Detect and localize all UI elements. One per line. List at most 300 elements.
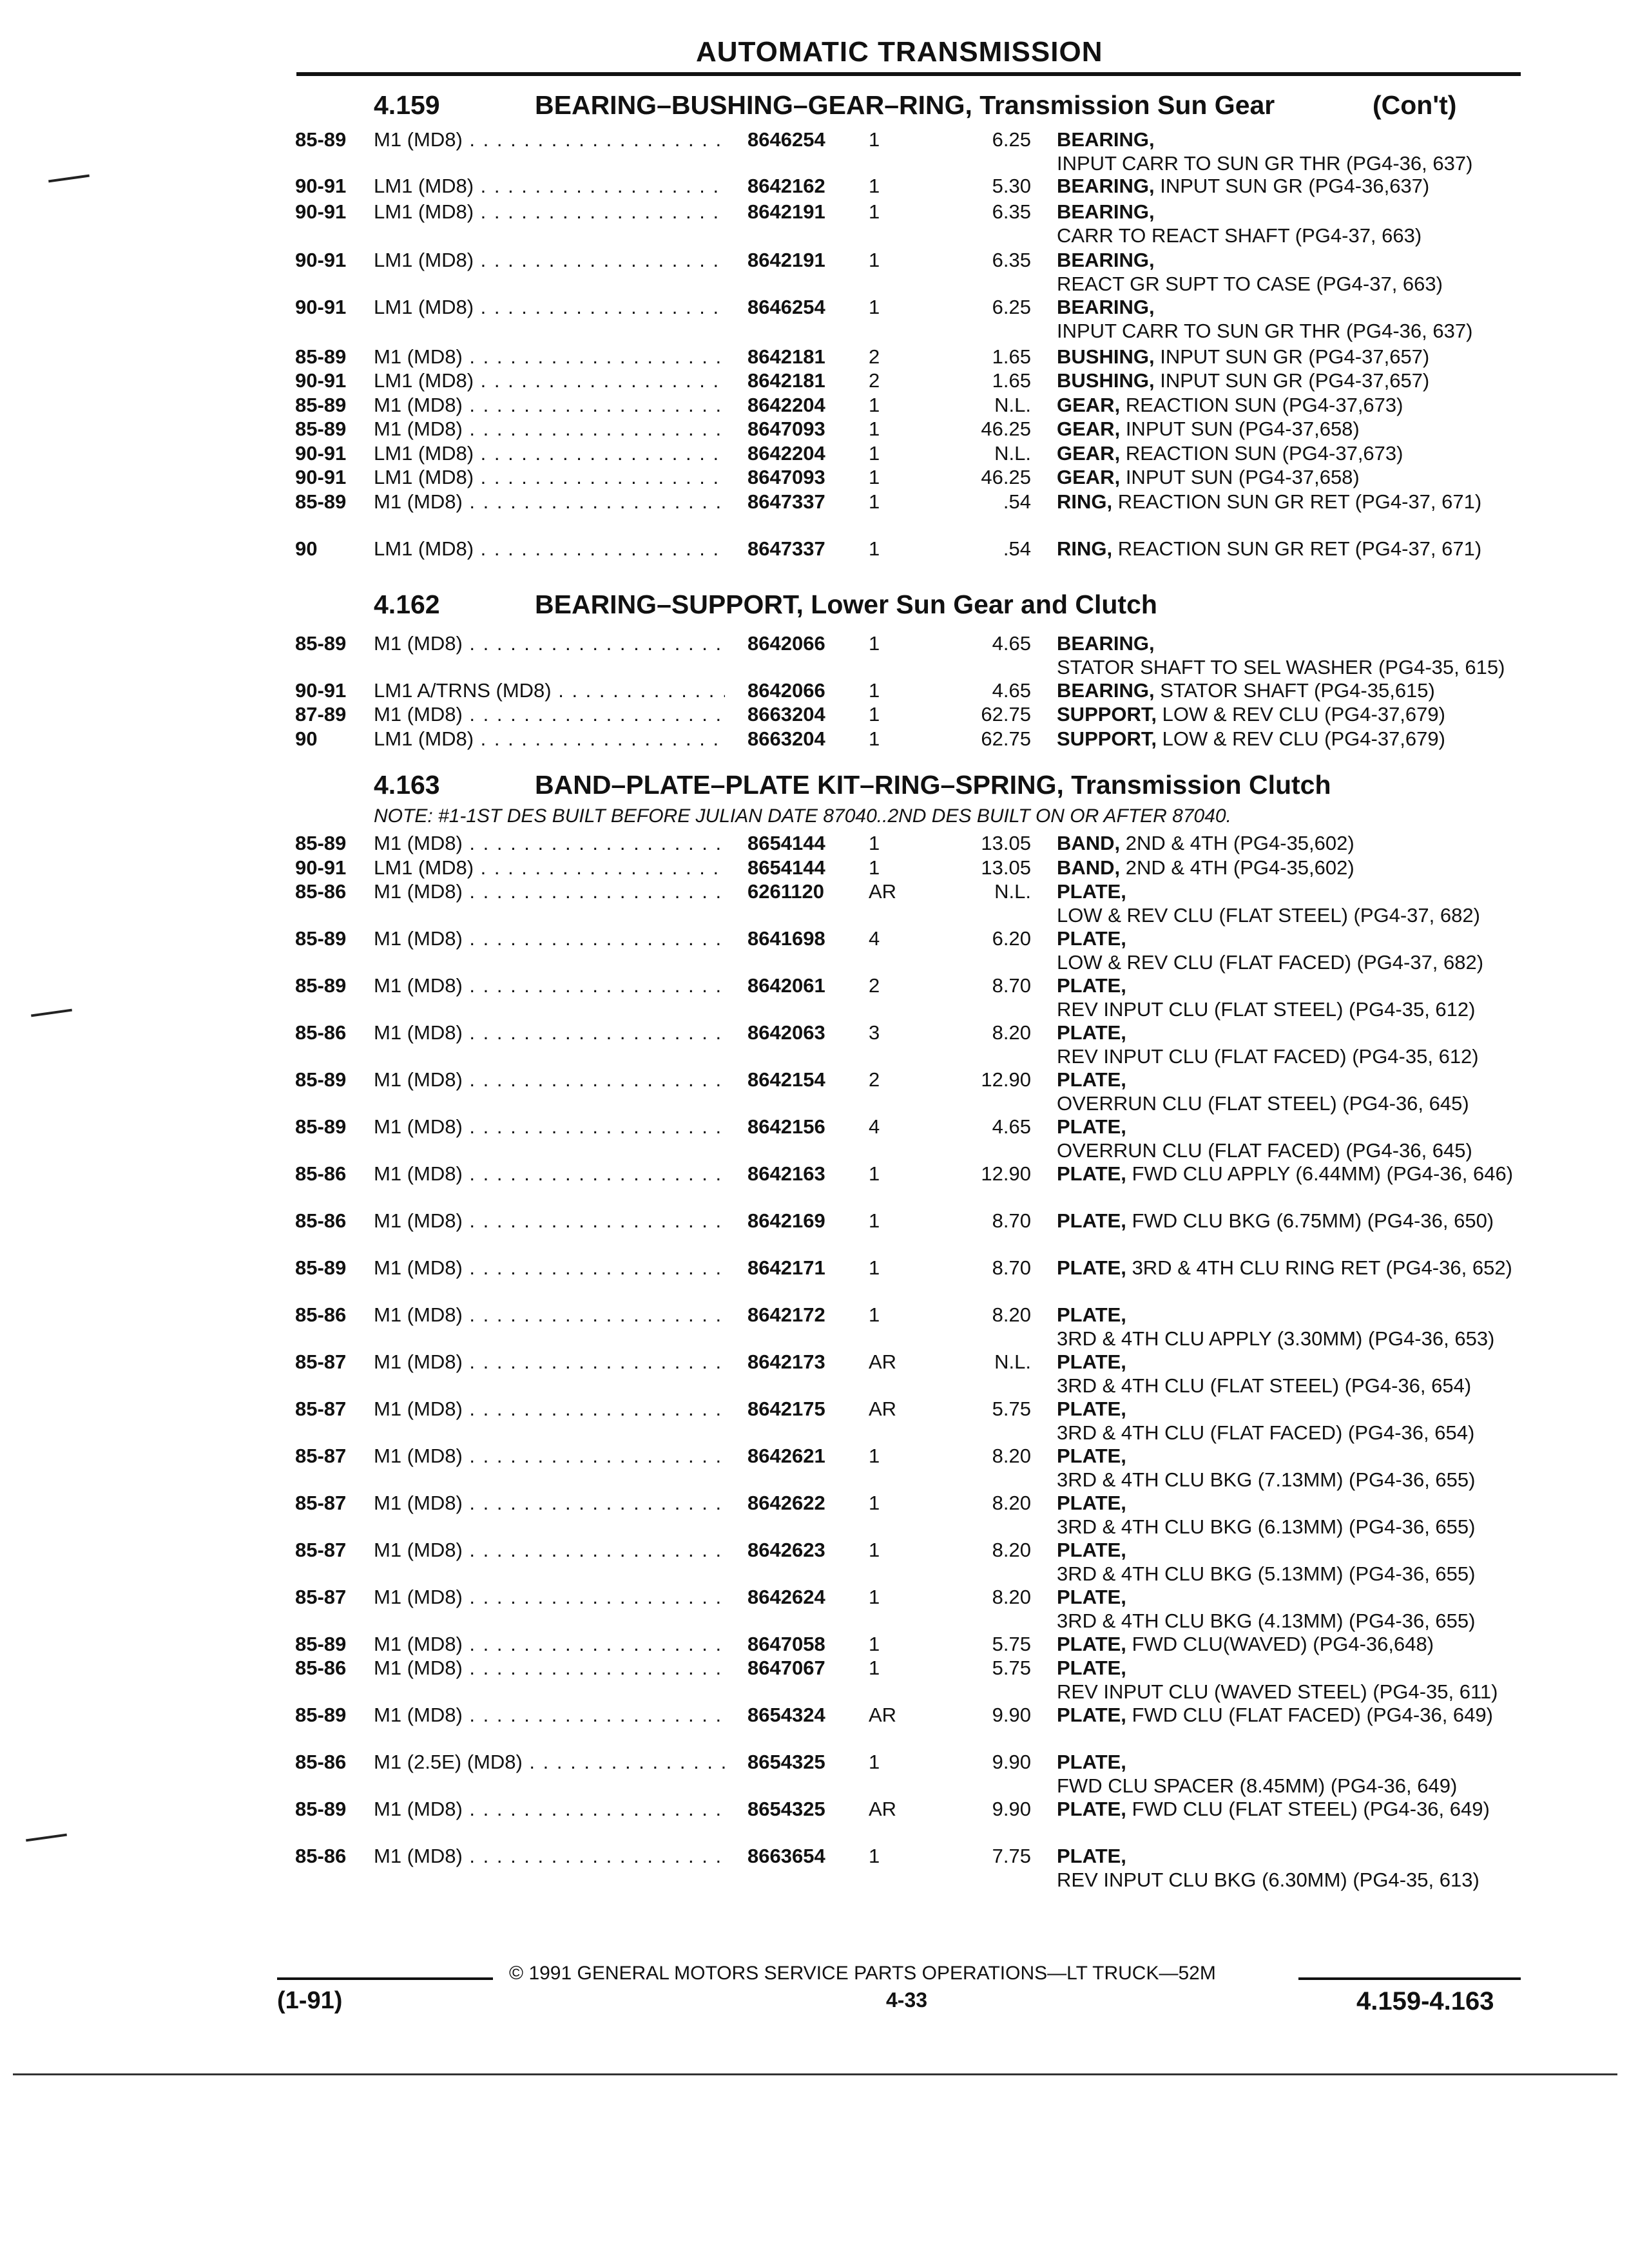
model-years: 85-89 (295, 1115, 347, 1138)
part-number: 8642175 (747, 1398, 825, 1420)
price: 6.20 (992, 927, 1031, 950)
part-number: 8642169 (747, 1209, 825, 1232)
price: 5.75 (992, 1657, 1031, 1679)
section-heading (374, 770, 1534, 805)
part-number: 8641698 (747, 927, 825, 950)
price: 5.30 (992, 175, 1031, 197)
quantity: AR (869, 1704, 897, 1726)
part-keyword: PLATE, (1057, 1845, 1126, 1867)
model-code: M1 (MD8) . . . (374, 1538, 725, 1562)
part-keyword: PLATE, (1057, 880, 1126, 903)
part-description-text: 3RD & 4TH CLU BKG (7.13MM) (PG4-36, 655) (1057, 1468, 1476, 1491)
model-years: 85-87 (295, 1586, 347, 1608)
part-number: 8642154 (747, 1068, 825, 1091)
model-years: 85-89 (295, 1798, 347, 1820)
part-keyword: GEAR, (1057, 442, 1121, 465)
model-code: M1 (MD8) . . . (374, 1656, 725, 1680)
section-number: 4.159 (374, 90, 440, 120)
part-number: 8654144 (747, 832, 825, 854)
page-header-title: AUTOMATIC TRANSMISSION (696, 36, 1103, 68)
model-years: 85-89 (295, 832, 347, 854)
part-number: 6261120 (747, 880, 824, 903)
quantity: 1 (869, 1209, 880, 1232)
part-number: 8654325 (747, 1751, 825, 1773)
price: 8.70 (992, 1256, 1031, 1279)
part-keyword: BAND, (1057, 832, 1121, 854)
price: 5.75 (992, 1633, 1031, 1655)
part-number: 8646254 (747, 128, 825, 151)
part-description-text: INPUT SUN (PG4-37,658) (1125, 466, 1360, 488)
part-number: 8654324 (747, 1704, 825, 1726)
part-description-text: 3RD & 4TH CLU BKG (5.13MM) (PG4-36, 655) (1057, 1562, 1476, 1585)
model-years: 85-87 (295, 1492, 347, 1514)
part-number: 8642621 (747, 1445, 825, 1467)
part-description-text: FWD CLU SPACER (8.45MM) (PG4-36, 649) (1057, 1774, 1458, 1797)
model-years: 90-91 (295, 296, 347, 318)
model-years: 85-87 (295, 1398, 347, 1420)
model-code: M1 (MD8) . . . (374, 1585, 725, 1609)
model-code: LM1 (MD8) . . . (374, 856, 725, 879)
part-number: 8663204 (747, 703, 825, 726)
margin-punch-mark (48, 175, 90, 183)
price: 5.75 (992, 1398, 1031, 1420)
section-title: BEARING–BUSHING–GEAR–RING, Transmission Sun Gear (535, 90, 1275, 120)
price: 8.20 (992, 1539, 1031, 1561)
model-code: M1 (2.5E) (MD8) . . . (374, 1750, 725, 1774)
part-description (1057, 369, 1521, 392)
quantity: AR (869, 880, 897, 903)
part-keyword: BEARING, (1057, 632, 1155, 655)
quantity: 1 (869, 1845, 880, 1867)
part-keyword: GEAR, (1057, 418, 1121, 440)
quantity: 2 (869, 1068, 880, 1091)
price: 8.20 (992, 1492, 1031, 1514)
part-keyword: BAND, (1057, 856, 1121, 879)
margin-punch-mark (31, 1009, 72, 1017)
part-description (1057, 393, 1521, 417)
model-code: M1 (MD8) . . . (374, 631, 725, 655)
model-code: M1 (MD8) . . . (374, 1303, 725, 1327)
price: N.L. (994, 1350, 1031, 1373)
model-years: 85-89 (295, 927, 347, 950)
quantity: 1 (869, 1751, 880, 1773)
part-description (1057, 345, 1521, 369)
part-keyword: BUSHING, (1057, 369, 1155, 392)
part-description (1057, 927, 1521, 974)
quantity: 1 (869, 727, 880, 750)
part-keyword: PLATE, (1057, 927, 1126, 950)
model-code: M1 (MD8) . . . (374, 974, 725, 997)
model-code: LM1 (MD8) . . . (374, 200, 725, 224)
quantity: 1 (869, 679, 880, 702)
model-years: 85-86 (295, 1021, 347, 1044)
price: 62.75 (981, 703, 1031, 726)
part-number: 8642622 (747, 1492, 825, 1514)
part-number: 8642063 (747, 1021, 825, 1044)
price: 8.70 (992, 1209, 1031, 1232)
part-description-text: LOW & REV CLU (FLAT STEEL) (PG4-37, 682) (1057, 904, 1480, 927)
model-years: 85-87 (295, 1445, 347, 1467)
part-number: 8646254 (747, 296, 825, 318)
part-number: 8642181 (747, 345, 825, 368)
quantity: AR (869, 1398, 897, 1420)
part-keyword: PLATE, (1057, 1303, 1126, 1326)
model-code: M1 (MD8) . . . (374, 1350, 725, 1374)
footer-copyright: © 1991 GENERAL MOTORS SERVICE PARTS OPERATIONS—LT TRUCK—52M (509, 1963, 1216, 1984)
price: N.L. (994, 442, 1031, 465)
model-code: M1 (MD8) . . . (374, 879, 725, 903)
part-keyword: PLATE, (1057, 1704, 1126, 1726)
model-code: M1 (MD8) . . . (374, 831, 725, 855)
model-code: LM1 A/TRNS (MD8) . . . (374, 678, 725, 702)
part-number: 8647337 (747, 537, 825, 560)
part-number: 8663204 (747, 727, 825, 750)
footer-page-number: 4-33 (886, 1988, 928, 2012)
price: 4.65 (992, 632, 1031, 655)
part-keyword: PLATE, (1057, 1798, 1126, 1820)
quantity: 1 (869, 1657, 880, 1679)
model-years: 85-89 (295, 128, 347, 151)
margin-punch-mark (26, 1834, 67, 1842)
part-description (1057, 1632, 1521, 1656)
quantity: 1 (869, 128, 880, 151)
part-description-text: 3RD & 4TH CLU (FLAT STEEL) (PG4-36, 654) (1057, 1374, 1472, 1397)
part-description (1057, 727, 1521, 751)
model-code: LM1 (MD8) . . . (374, 727, 725, 751)
page-bottom-rule (13, 2073, 1617, 2075)
price: 1.65 (992, 345, 1031, 368)
model-years: 85-89 (295, 345, 347, 368)
part-description-text: 3RD & 4TH CLU BKG (4.13MM) (PG4-36, 655) (1057, 1610, 1476, 1632)
part-keyword: RING, (1057, 537, 1113, 560)
part-description-text: REACTION SUN GR RET (PG4-37, 671) (1117, 537, 1482, 560)
quantity: 3 (869, 1021, 880, 1044)
part-number: 8654144 (747, 856, 825, 879)
model-years: 85-86 (295, 1162, 347, 1185)
part-number: 8642624 (747, 1586, 825, 1608)
model-code: M1 (MD8) . . . (374, 490, 725, 514)
part-number: 8642171 (747, 1256, 825, 1279)
part-description-text: FWD CLU (FLAT STEEL) (PG4-36, 649) (1132, 1798, 1490, 1820)
part-keyword: PLATE, (1057, 1657, 1126, 1679)
model-years: 90-91 (295, 679, 347, 702)
part-keyword: GEAR, (1057, 466, 1121, 488)
part-description (1057, 631, 1521, 679)
part-description (1057, 1209, 1521, 1233)
part-keyword: GEAR, (1057, 394, 1121, 416)
model-years: 85-89 (295, 394, 347, 416)
part-description (1057, 702, 1521, 726)
price: N.L. (994, 394, 1031, 416)
quantity: 1 (869, 632, 880, 655)
part-description-text: REV INPUT CLU (FLAT FACED) (PG4-35, 612) (1057, 1045, 1479, 1068)
part-description (1057, 441, 1521, 465)
section-number: 4.162 (374, 590, 440, 619)
quantity: 1 (869, 1162, 880, 1185)
part-keyword: SUPPORT, (1057, 703, 1157, 726)
model-years: 85-89 (295, 490, 347, 513)
model-years: 90-91 (295, 249, 347, 271)
part-description-text: INPUT CARR TO SUN GR THR (PG4-36, 637) (1057, 320, 1473, 342)
part-description-text: REACTION SUN (PG4-37,673) (1125, 394, 1403, 416)
part-keyword: BEARING, (1057, 200, 1155, 223)
price: 1.65 (992, 369, 1031, 392)
price: 13.05 (981, 832, 1031, 854)
part-keyword: BUSHING, (1057, 345, 1155, 368)
model-code: M1 (MD8) . . . (374, 927, 725, 950)
part-keyword: PLATE, (1057, 1586, 1126, 1608)
part-description (1057, 678, 1521, 702)
part-description (1057, 1021, 1521, 1068)
footer-date: (1-91) (277, 1987, 343, 2014)
header-rule (296, 72, 1521, 76)
part-description-text: 2ND & 4TH (PG4-35,602) (1125, 832, 1354, 854)
part-number: 8642191 (747, 200, 825, 223)
part-description-text: REACTION SUN GR RET (PG4-37, 671) (1117, 490, 1482, 513)
model-years: 87-89 (295, 703, 347, 726)
part-keyword: BEARING, (1057, 175, 1155, 197)
part-description (1057, 974, 1521, 1021)
model-years: 85-86 (295, 1845, 347, 1867)
section-number: 4.163 (374, 770, 440, 800)
quantity: AR (869, 1350, 897, 1373)
quantity: 2 (869, 369, 880, 392)
part-description-text: INPUT SUN GR (PG4-37,657) (1160, 345, 1430, 368)
model-code: LM1 (MD8) . . . (374, 295, 725, 319)
model-years: 85-86 (295, 880, 347, 903)
price: 62.75 (981, 727, 1031, 750)
model-years: 90-91 (295, 856, 347, 879)
part-description-text: 3RD & 4TH CLU (FLAT FACED) (PG4-36, 654) (1057, 1421, 1475, 1444)
model-years: 90 (295, 537, 318, 560)
model-code: M1 (MD8) . . . (374, 1444, 725, 1468)
quantity: 1 (869, 490, 880, 513)
part-description (1057, 1397, 1521, 1445)
model-code: M1 (MD8) . . . (374, 1256, 725, 1280)
part-description (1057, 1162, 1521, 1186)
part-keyword: PLATE, (1057, 1209, 1126, 1232)
price: 4.65 (992, 679, 1031, 702)
part-description (1057, 1538, 1521, 1586)
part-description-text: INPUT SUN GR (PG4-36,637) (1160, 175, 1430, 197)
price: 6.25 (992, 296, 1031, 318)
model-years: 85-87 (295, 1539, 347, 1561)
part-number: 8642191 (747, 249, 825, 271)
price: 6.35 (992, 200, 1031, 223)
quantity: 1 (869, 418, 880, 440)
price: 46.25 (981, 418, 1031, 440)
part-keyword: PLATE, (1057, 1492, 1126, 1514)
quantity: 1 (869, 249, 880, 271)
part-description-text: INPUT CARR TO SUN GR THR (PG4-36, 637) (1057, 152, 1473, 175)
part-number: 8642172 (747, 1303, 825, 1326)
part-number: 8642204 (747, 394, 825, 416)
part-description (1057, 465, 1521, 489)
part-number: 8642204 (747, 442, 825, 465)
part-description (1057, 200, 1521, 247)
footer-rule-left (277, 1977, 493, 1980)
model-years: 85-89 (295, 418, 347, 440)
price: N.L. (994, 880, 1031, 903)
model-years: 85-86 (295, 1751, 347, 1773)
quantity: 1 (869, 1586, 880, 1608)
quantity: 1 (869, 394, 880, 416)
model-code: M1 (MD8) . . . (374, 1797, 725, 1821)
model-code: M1 (MD8) . . . (374, 393, 725, 417)
part-number: 8642066 (747, 679, 825, 702)
model-years: 85-89 (295, 974, 347, 997)
quantity: 1 (869, 856, 880, 879)
part-number: 8642163 (747, 1162, 825, 1185)
model-code: M1 (MD8) . . . (374, 1844, 725, 1868)
part-keyword: PLATE, (1057, 1021, 1126, 1044)
part-description-text: INPUT SUN GR (PG4-37,657) (1160, 369, 1430, 392)
part-keyword: PLATE, (1057, 1398, 1126, 1420)
section-note: NOTE: #1-1ST DES BUILT BEFORE JULIAN DATE 87040..2ND DES BUILT ON OR AFTER 87040. (374, 805, 1231, 827)
model-code: M1 (MD8) . . . (374, 1162, 725, 1186)
part-description (1057, 1750, 1521, 1798)
part-description-text: REV INPUT CLU BKG (6.30MM) (PG4-35, 613) (1057, 1869, 1480, 1891)
quantity: 4 (869, 1115, 880, 1138)
part-description (1057, 1844, 1521, 1892)
part-description-text: 3RD & 4TH CLU APPLY (3.30MM) (PG4-36, 653) (1057, 1327, 1495, 1350)
part-description (1057, 490, 1521, 514)
part-number: 8647093 (747, 418, 825, 440)
price: 9.90 (992, 1798, 1031, 1820)
part-description-text: OVERRUN CLU (FLAT STEEL) (PG4-36, 645) (1057, 1092, 1469, 1115)
model-years: 90-91 (295, 175, 347, 197)
part-keyword: PLATE, (1057, 974, 1126, 997)
price: 13.05 (981, 856, 1031, 879)
footer-rule-right (1298, 1977, 1521, 1980)
part-keyword: BEARING, (1057, 296, 1155, 318)
part-description-text: LOW & REV CLU (PG4-37,679) (1162, 703, 1445, 726)
model-code: M1 (MD8) . . . (374, 1209, 725, 1233)
price: 8.20 (992, 1586, 1031, 1608)
model-code: M1 (MD8) . . . (374, 702, 725, 726)
part-keyword: PLATE, (1057, 1633, 1126, 1655)
part-description (1057, 174, 1521, 198)
model-code: M1 (MD8) . . . (374, 1632, 725, 1656)
part-keyword: PLATE, (1057, 1068, 1126, 1091)
model-code: M1 (MD8) . . . (374, 417, 725, 441)
part-description-text: LOW & REV CLU (PG4-37,679) (1162, 727, 1445, 750)
quantity: 1 (869, 1445, 880, 1467)
part-description (1057, 128, 1521, 175)
part-description-text: LOW & REV CLU (FLAT FACED) (PG4-37, 682) (1057, 951, 1484, 974)
model-years: 90 (295, 727, 318, 750)
section-heading (374, 590, 1534, 624)
part-description (1057, 537, 1521, 561)
part-keyword: BEARING, (1057, 128, 1155, 151)
price: .54 (1003, 490, 1031, 513)
model-years: 85-86 (295, 1303, 347, 1326)
part-number: 8647093 (747, 466, 825, 488)
quantity: 1 (869, 466, 880, 488)
price: 8.70 (992, 974, 1031, 997)
part-description-text: REV INPUT CLU (WAVED STEEL) (PG4-35, 611) (1057, 1680, 1498, 1703)
model-code: LM1 (MD8) . . . (374, 248, 725, 272)
part-description-text: STATOR SHAFT TO SEL WASHER (PG4-35, 615) (1057, 656, 1505, 678)
model-years: 85-89 (295, 1633, 347, 1655)
price: 6.35 (992, 249, 1031, 271)
section-title: BAND–PLATE–PLATE KIT–RING–SPRING, Transmission Clutch (535, 770, 1331, 800)
part-keyword: PLATE, (1057, 1256, 1126, 1279)
part-number: 8642181 (747, 369, 825, 392)
part-description (1057, 1703, 1521, 1727)
part-description (1057, 1256, 1521, 1280)
model-code: M1 (MD8) . . . (374, 1068, 725, 1091)
model-code: M1 (MD8) . . . (374, 1491, 725, 1515)
quantity: 1 (869, 200, 880, 223)
part-keyword: PLATE, (1057, 1115, 1126, 1138)
part-number: 8663654 (747, 1845, 825, 1867)
part-description (1057, 1797, 1521, 1821)
price: 4.65 (992, 1115, 1031, 1138)
model-code: LM1 (MD8) . . . (374, 369, 725, 392)
footer-section-range: 4.159-4.163 (1356, 1987, 1494, 2015)
quantity: 2 (869, 345, 880, 368)
model-years: 85-86 (295, 1657, 347, 1679)
model-years: 85-89 (295, 632, 347, 655)
part-keyword: PLATE, (1057, 1445, 1126, 1467)
model-code: LM1 (MD8) . . . (374, 174, 725, 198)
part-keyword: SUPPORT, (1057, 727, 1157, 750)
quantity: 1 (869, 1303, 880, 1326)
model-years: 85-87 (295, 1350, 347, 1373)
part-number: 8642162 (747, 175, 825, 197)
quantity: 1 (869, 703, 880, 726)
part-description-text: FWD CLU APPLY (6.44MM) (PG4-36, 646) (1132, 1162, 1514, 1185)
part-description (1057, 1068, 1521, 1115)
part-number: 8642156 (747, 1115, 825, 1138)
quantity: 1 (869, 1539, 880, 1561)
price: .54 (1003, 537, 1031, 560)
model-years: 85-89 (295, 1256, 347, 1279)
price: 12.90 (981, 1162, 1031, 1185)
quantity: 1 (869, 1492, 880, 1514)
part-description-text: REACTION SUN (PG4-37,673) (1125, 442, 1403, 465)
model-years: 90-91 (295, 200, 347, 223)
part-description-text: REACT GR SUPT TO CASE (PG4-37, 663) (1057, 273, 1443, 295)
part-number: 8642061 (747, 974, 825, 997)
part-number: 8642623 (747, 1539, 825, 1561)
model-years: 85-89 (295, 1068, 347, 1091)
part-number: 8642173 (747, 1350, 825, 1373)
part-keyword: BEARING, (1057, 249, 1155, 271)
part-description-text: STATOR SHAFT (PG4-35,615) (1160, 679, 1435, 702)
part-description (1057, 1491, 1521, 1539)
part-description (1057, 1656, 1521, 1704)
part-description-text: CARR TO REACT SHAFT (PG4-37, 663) (1057, 224, 1422, 247)
part-description-text: 2ND & 4TH (PG4-35,602) (1125, 856, 1354, 879)
part-description (1057, 417, 1521, 441)
part-description-text: 3RD & 4TH CLU RING RET (PG4-36, 652) (1132, 1256, 1512, 1279)
section-continued-label: (Con't) (1373, 90, 1457, 120)
section-title: BEARING–SUPPORT, Lower Sun Gear and Clutch (535, 590, 1157, 619)
part-keyword: PLATE, (1057, 1539, 1126, 1561)
price: 8.20 (992, 1021, 1031, 1044)
part-keyword: PLATE, (1057, 1162, 1126, 1185)
part-description (1057, 1585, 1521, 1633)
part-description-text: INPUT SUN (PG4-37,658) (1125, 418, 1360, 440)
price: 12.90 (981, 1068, 1031, 1091)
part-description-text: OVERRUN CLU (FLAT FACED) (PG4-36, 645) (1057, 1139, 1472, 1162)
model-years: 90-91 (295, 442, 347, 465)
part-number: 8647337 (747, 490, 825, 513)
part-number: 8654325 (747, 1798, 825, 1820)
part-description-text: FWD CLU BKG (6.75MM) (PG4-36, 650) (1132, 1209, 1494, 1232)
